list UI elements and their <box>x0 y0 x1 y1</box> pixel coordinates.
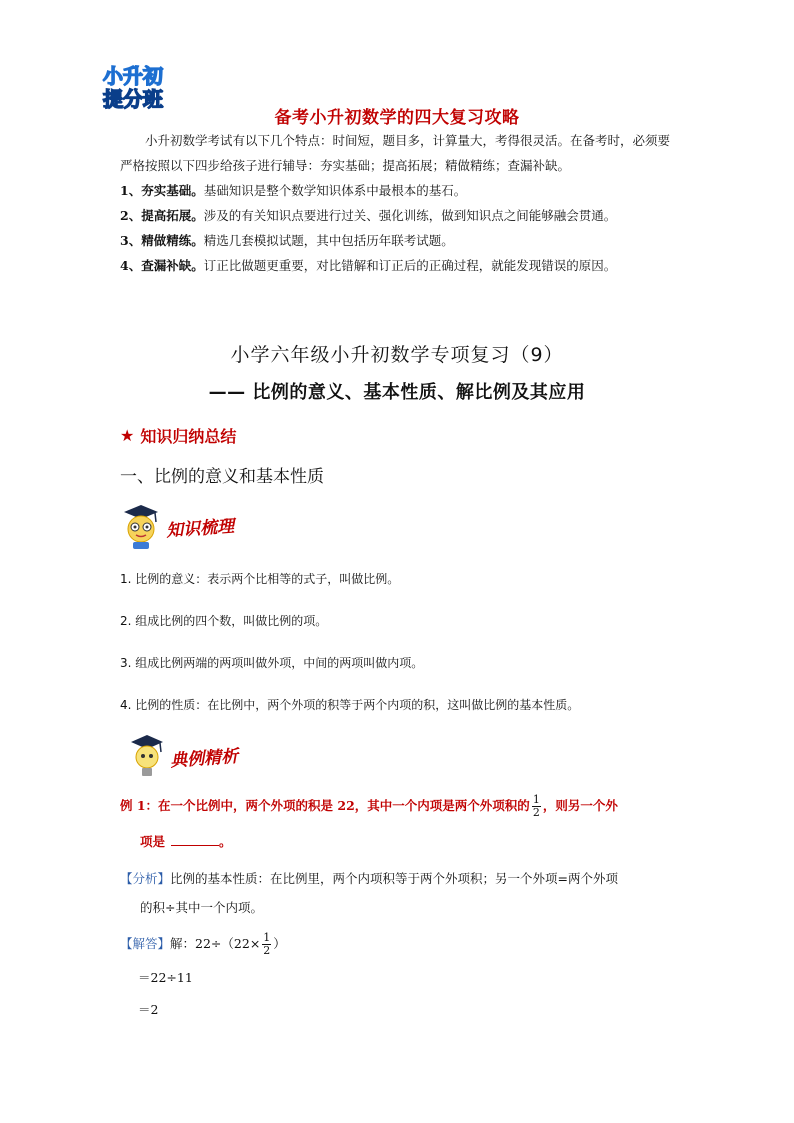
intro-paragraph: 小升初数学考试有以下几个特点：时间短，题目多，计算量大，考得很灵活。在备考时，必须要严格按照以下四步给孩子进行辅导：夯实基础；提高拓展；精做精练；查漏补缺。 <box>120 133 671 173</box>
example-1 <box>120 794 700 819</box>
section-subtitle: —— 比例的意义、基本性质、解比例及其应用 <box>208 382 586 403</box>
solution-expr-b: ） <box>273 936 286 951</box>
step-label: 3、精做精练。 <box>120 233 204 248</box>
step-text: 涉及的有关知识点要进行过关、强化训练，做到知识点之间能够融会贯通。 <box>203 208 617 223</box>
summary-heading-text: 知识归纳总结 <box>140 427 237 446</box>
answer-blank[interactable] <box>171 834 219 846</box>
fraction <box>262 932 271 957</box>
example-1-line2-text: 项是 <box>140 834 166 849</box>
step-text: 订正比做题更重要，对比错解和订正后的正确过程，就能发现错误的原因。 <box>203 258 617 273</box>
step-3 <box>120 228 680 253</box>
analysis-tag: 【分析】 <box>120 871 171 886</box>
analysis <box>120 864 700 922</box>
fraction-denominator: 2 <box>263 944 271 957</box>
part1-heading: 一、比例的意义和基本性质 <box>120 467 324 487</box>
fraction <box>532 794 541 819</box>
logo-line1: 小升初 <box>103 64 163 88</box>
analysis-text: 比例的基本性质：在比例里，两个内项积等于两个外项积；另一个外项=两个外项 <box>170 871 618 886</box>
example-1-suffix: ，则另一个外 <box>542 798 618 813</box>
knowledge-point: 3. 组成比例两端的两项叫做外项，中间的两项叫做内项。 <box>120 656 424 670</box>
example-1-line2 <box>140 832 232 850</box>
solution <box>120 932 286 957</box>
scholar-icon <box>120 502 162 550</box>
example-1-prefix: 例 1：在一个比例中，两个外项的积是 22，其中一个内项是两个外项积的 <box>120 798 530 813</box>
intro-section <box>120 128 680 278</box>
example-badge-text: 典例精析 <box>169 746 239 771</box>
solution-tag: 【解答】 <box>120 936 171 951</box>
analysis-cont: 的积÷其中一个内项。 <box>140 900 263 915</box>
knowledge-point: 2. 组成比例的四个数，叫做比例的项。 <box>120 614 328 628</box>
solution-expr-a: 22÷（22× <box>195 936 261 951</box>
example-badge <box>128 732 238 780</box>
step-text: 精选几套模拟试题，其中包括历年联考试题。 <box>203 233 454 248</box>
summary-heading <box>120 424 236 447</box>
step-2 <box>120 203 680 228</box>
section-title: 小学六年级小升初数学专项复习（9） <box>230 344 564 366</box>
scholar-bulb-icon <box>128 732 166 780</box>
knowledge-badge-text: 知识梳理 <box>165 516 235 541</box>
step-4 <box>120 253 680 278</box>
example-1-line2-end: 。 <box>219 834 232 849</box>
step-label: 1、夯实基础。 <box>120 183 204 198</box>
knowledge-point: 1. 比例的意义：表示两个比相等的式子，叫做比例。 <box>120 572 400 586</box>
solution-step: ＝2 <box>138 1002 159 1017</box>
logo-line2: 提分班 <box>103 87 163 111</box>
step-text: 基础知识是整个数学知识体系中最根本的基石。 <box>203 183 467 198</box>
step-label: 4、查漏补缺。 <box>120 258 204 273</box>
solution-step: ＝22÷11 <box>138 970 193 985</box>
fraction-numerator: 1 <box>532 793 540 806</box>
page-title: 备考小升初数学的四大复习攻略 <box>274 108 520 128</box>
fraction-numerator: 1 <box>263 931 271 944</box>
solution-label: 解： <box>170 936 196 951</box>
knowledge-badge <box>120 502 234 550</box>
step-1 <box>120 178 680 203</box>
star-icon: ★ <box>120 426 135 445</box>
knowledge-point: 4. 比例的性质：在比例中，两个外项的积等于两个内项的积，这叫做比例的基本性质。 <box>120 698 580 712</box>
step-label: 2、提高拓展。 <box>120 208 204 223</box>
fraction-denominator: 2 <box>532 806 540 819</box>
